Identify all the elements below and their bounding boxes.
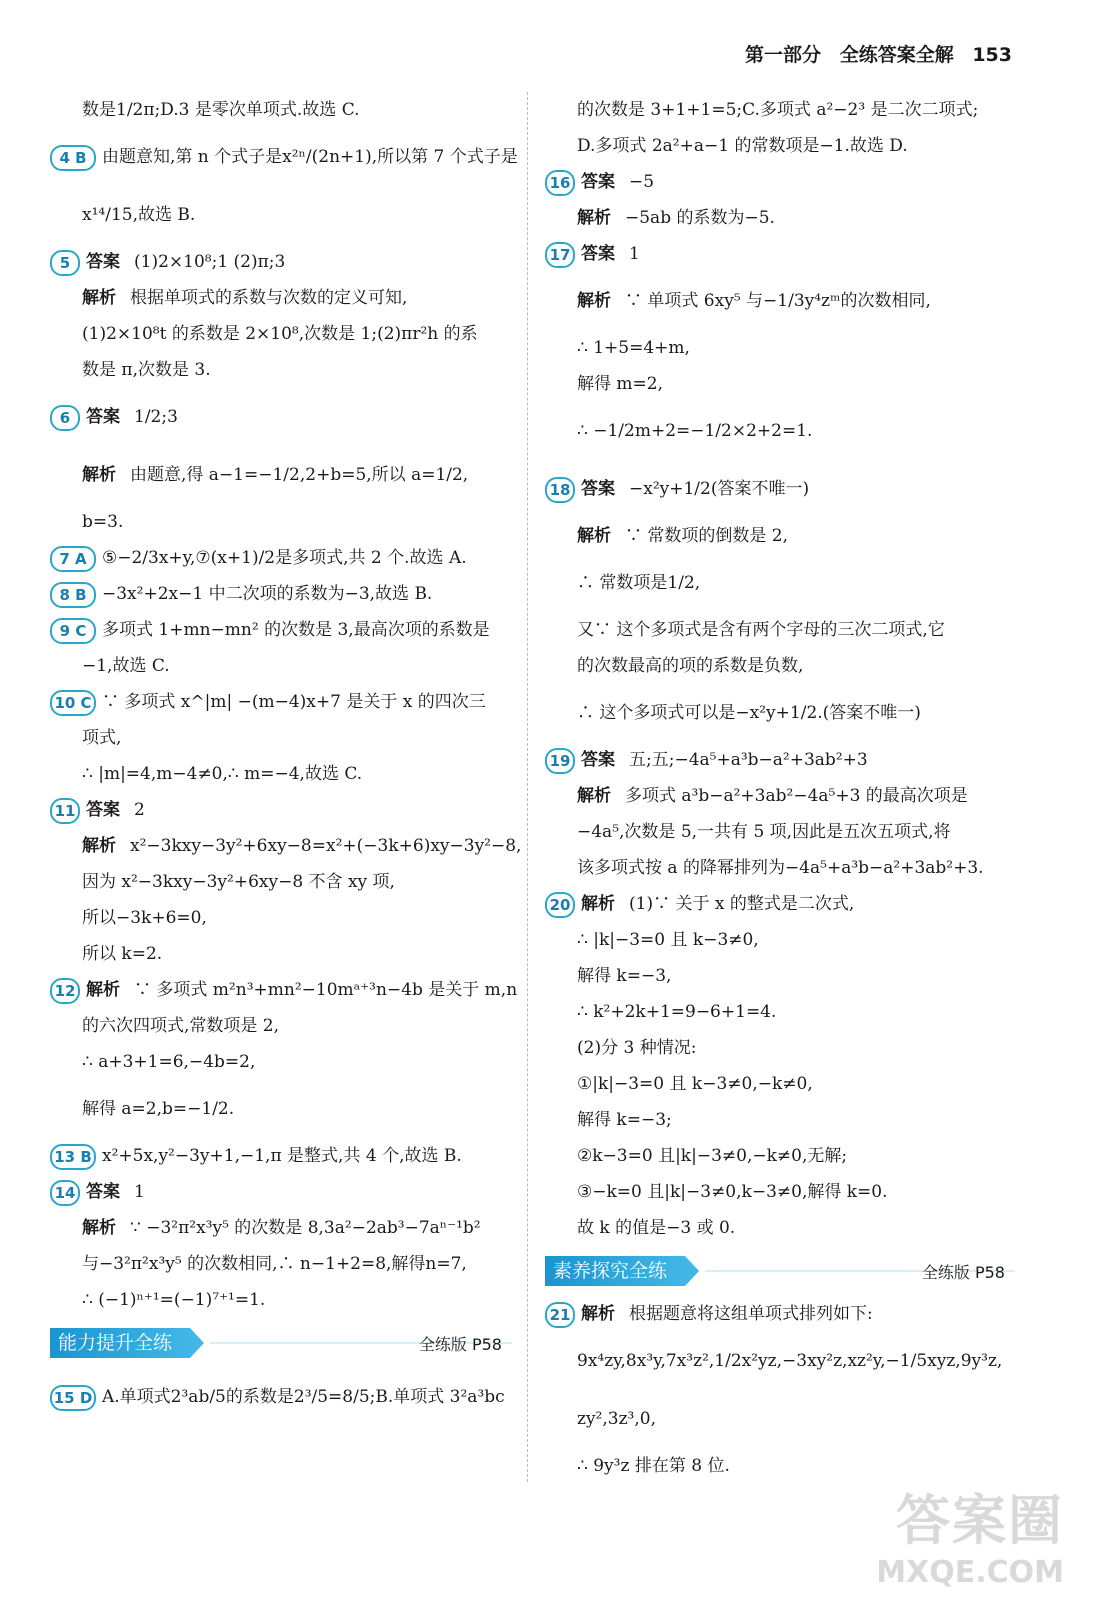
line-text: −5ab 的系数为−5. (625, 208, 775, 228)
question-number-badge: 7 A (50, 546, 96, 572)
line-text: ②k−3=0 且|k|−3≠0,−k≠0,无解; (577, 1146, 848, 1166)
answer-tag: 解析 (82, 465, 116, 485)
text-line (545, 1390, 1015, 1448)
line-text: 多项式 1+mn−mn² 的次数是 3,最高次项的系数是 (102, 620, 490, 640)
text-line (545, 684, 1015, 742)
text-line (50, 1282, 512, 1318)
answer-tag: 解析 (577, 786, 611, 806)
line-text: 数是 π,次数是 3. (82, 360, 211, 380)
line-text: −1,故选 C. (82, 656, 170, 676)
question-number-badge: 11 (50, 798, 80, 824)
line-text: 解得 k=−3, (577, 966, 672, 986)
line-text: 1/2;3 (134, 407, 178, 427)
text-line (50, 900, 512, 936)
watermark-logo: 答案圈 (896, 1489, 1064, 1552)
line-text: ⑤−2/3x+y,⑦(x+1)/2是多项式,共 2 个.故选 A. (102, 548, 467, 568)
text-line (545, 958, 1015, 994)
page-header (733, 40, 1012, 67)
answer-tag: 解析 (82, 1218, 116, 1238)
line-text: ∵ 多项式 x^|m| −(m−4)x+7 是关于 x 的四次三 (102, 692, 486, 712)
text-line (50, 1246, 512, 1282)
text-line (545, 612, 1015, 648)
answer-tag: 解析 (581, 1304, 615, 1324)
line-text: 1 (134, 1182, 145, 1202)
left-lines (50, 92, 522, 1318)
section-literacy (545, 1252, 1015, 1290)
text-line (50, 388, 512, 446)
text-line (545, 272, 1015, 330)
text-line (50, 280, 512, 316)
line-text: ∴ k²+2k+1=9−6+1=4. (577, 1002, 777, 1022)
line-text: D.多项式 2a²+a−1 的常数项是−1.故选 D. (577, 136, 908, 156)
answer-tag: 解析 (577, 208, 611, 228)
question-number-badge: 14 (50, 1180, 80, 1206)
right2-lines (545, 1296, 1015, 1484)
left2-lines (50, 1368, 512, 1426)
question-number-badge: 9 C (50, 618, 96, 644)
line-text: x¹⁴/15,故选 B. (82, 205, 196, 225)
text-line (545, 778, 1015, 814)
text-line (50, 352, 512, 388)
answer-tag: 答案 (581, 244, 615, 264)
question-number-badge: 8 B (50, 582, 96, 608)
question-number-badge: 16 (545, 170, 575, 196)
question-number-badge: 19 (545, 748, 575, 774)
text-line (545, 1210, 1015, 1246)
answer-tag: 答案 (581, 750, 615, 770)
line-text: ∴ 9y³z 排在第 8 位. (577, 1456, 730, 1476)
line-text: ∴ a+3+1=6,−4b=2, (82, 1052, 256, 1072)
question-number-badge: 13 B (50, 1144, 96, 1170)
line-text: 由题意,得 a−1=−1/2,2+b=5,所以 a=1/2, (130, 465, 469, 485)
text-line (545, 92, 1015, 128)
line-text: 1 (629, 244, 640, 264)
line-text: −5 (629, 172, 655, 192)
line-text: 解得 k=−3; (577, 1110, 672, 1130)
text-line (50, 186, 512, 244)
line-text: ∴ −1/2m+2=−1/2×2+2=1. (577, 421, 813, 441)
answer-tag: 答案 (581, 172, 615, 192)
text-line (545, 1174, 1015, 1210)
question-number-badge: 6 (50, 405, 80, 431)
text-line (50, 540, 512, 576)
line-text: (1)2×10⁸t 的系数是 2×10⁸,次数是 1;(2)πr²h 的系 (82, 324, 478, 344)
text-line (50, 1080, 512, 1138)
text-line (50, 1210, 512, 1246)
text-line (50, 612, 512, 648)
answer-tag: 解析 (86, 980, 120, 1000)
question-number-badge: 15 D (50, 1385, 96, 1411)
column-divider (527, 92, 528, 1482)
section-ref: 全练版 P58 (921, 1263, 1005, 1282)
line-text: ∵ 常数项的倒数是 2, (625, 526, 789, 546)
line-text: (1)∵ 关于 x 的整式是二次式, (629, 894, 855, 914)
line-text: ①|k|−3=0 且 k−3≠0,−k≠0, (577, 1074, 813, 1094)
text-line (545, 1296, 1015, 1332)
left-column (50, 92, 522, 1426)
watermark (876, 1478, 1064, 1590)
line-text: b=3. (82, 512, 124, 532)
section-ref: 全练版 P58 (418, 1335, 502, 1354)
question-number-badge: 18 (545, 477, 575, 503)
text-line (545, 236, 1015, 272)
text-line (545, 1066, 1015, 1102)
line-text: 9x⁴zy,8x³y,7x³z²,1/2x²yz,−3xy²z,xz²y,−1/5xyz,9y³z, (577, 1351, 1003, 1371)
text-line (50, 684, 512, 720)
text-line (50, 864, 512, 900)
text-line (50, 1008, 512, 1044)
line-text: 2 (134, 800, 145, 820)
text-line (545, 518, 1015, 554)
question-number-badge: 20 (545, 892, 575, 918)
line-text: 由题意知,第 n 个式子是x²ⁿ/(2n+1),所以第 7 个式子是 (102, 147, 518, 167)
line-text: 因为 x²−3kxy−3y²+6xy−8 不含 xy 项, (82, 872, 395, 892)
text-line (545, 164, 1015, 200)
line-text: 该多项式按 a 的降幂排列为−4a⁵+a³b−a²+3ab²+3. (577, 858, 984, 878)
line-text: 解得 m=2, (577, 374, 663, 394)
line-text: 解得 a=2,b=−1/2. (82, 1099, 235, 1119)
answer-tag: 解析 (577, 526, 611, 546)
line-text: x²+5x,y²−3y+1,−1,π 是整式,共 4 个,故选 B. (102, 1146, 462, 1166)
question-number-badge: 12 (50, 978, 80, 1004)
section-title: 素养探究全练 (545, 1256, 685, 1286)
line-text: ∴ |k|−3=0 且 k−3≠0, (577, 930, 759, 950)
line-text: ∴ 1+5=4+m, (577, 338, 690, 358)
text-line (50, 1368, 512, 1426)
text-line (50, 1138, 512, 1174)
line-text: zy²,3z³,0, (577, 1409, 656, 1429)
text-line (545, 330, 1015, 366)
text-line (50, 1044, 512, 1080)
line-text: 数是1/2π;D.3 是零次单项式.故选 C. (82, 100, 360, 120)
answer-tag: 答案 (581, 479, 615, 499)
answer-tag: 解析 (581, 894, 615, 914)
line-text: ∴ (−1)ⁿ⁺¹=(−1)⁷⁺¹=1. (82, 1290, 266, 1310)
text-line (50, 92, 512, 128)
text-line (545, 814, 1015, 850)
question-number-badge: 17 (545, 242, 575, 268)
line-text: 项式, (82, 728, 122, 748)
page-number: 153 (972, 44, 1012, 66)
answer-tag: 答案 (86, 1182, 120, 1202)
header-title: 全练答案全解 (839, 44, 954, 66)
line-text: A.单项式2³ab/5的系数是2³/5=8/5;B.单项式 3²a³bc (102, 1387, 505, 1407)
text-line (50, 972, 518, 1008)
text-line (50, 828, 522, 864)
text-line (545, 922, 1015, 958)
answer-tag: 解析 (82, 288, 116, 308)
line-text: 多项式 a³b−a²+3ab²−4a⁵+3 的最高次项是 (625, 786, 968, 806)
question-number-badge: 4 B (50, 145, 96, 171)
text-line (50, 316, 512, 352)
text-line (545, 850, 1015, 886)
text-line (545, 366, 1015, 402)
text-line (545, 886, 1015, 922)
text-line (50, 756, 512, 792)
answer-tag: 解析 (577, 291, 611, 311)
line-text: 的次数最高的项的系数是负数, (577, 656, 804, 676)
text-line (545, 1030, 1015, 1066)
text-line (545, 554, 1015, 612)
line-text: ③−k=0 且|k|−3≠0,k−3≠0,解得 k=0. (577, 1182, 888, 1202)
text-line (545, 1138, 1015, 1174)
line-text: ∵ 单项式 6xy⁵ 与−1/3y⁴zᵐ的次数相同, (625, 291, 931, 311)
text-line (50, 936, 512, 972)
right-column (545, 92, 1015, 1484)
line-text: 与−3²π²x³y⁵ 的次数相同,∴ n−1+2=8,解得n=7, (82, 1254, 467, 1274)
line-text: ∴ 常数项是1/2, (577, 573, 701, 593)
text-line (50, 576, 512, 612)
line-text: 五;五;−4a⁵+a³b−a²+3ab²+3 (629, 750, 868, 770)
line-text: ∴ |m|=4,m−4≠0,∴ m=−4,故选 C. (82, 764, 363, 784)
line-text: −4a⁵,次数是 5,一共有 5 项,因此是五次五项式,将 (577, 822, 951, 842)
line-text: −x²y+1/2(答案不唯一) (629, 479, 810, 499)
text-line (50, 720, 512, 756)
text-line (545, 200, 1015, 236)
text-line (545, 994, 1015, 1030)
line-text: −3x²+2x−1 中二次项的系数为−3,故选 B. (102, 584, 433, 604)
answer-tag: 答案 (86, 407, 120, 427)
line-text: 所以 k=2. (82, 944, 163, 964)
text-line (545, 1102, 1015, 1138)
answer-tag: 解析 (82, 836, 116, 856)
text-line (50, 1174, 512, 1210)
section-title: 能力提升全练 (50, 1328, 190, 1358)
text-line (50, 792, 512, 828)
line-text: x²−3kxy−3y²+6xy−8=x²+(−3k+6)xy−3y²−8, (130, 836, 522, 856)
line-text: (2)分 3 种情况: (577, 1038, 697, 1058)
text-line (50, 128, 518, 186)
text-line (545, 402, 1015, 460)
line-text: 的次数是 3+1+1=5;C.多项式 a²−2³ 是二次二项式; (577, 100, 979, 120)
line-text: ∵ −3²π²x³y⁵ 的次数是 8,3a²−2ab³−7aⁿ⁻¹b² (130, 1218, 481, 1238)
question-number-badge: 21 (545, 1302, 575, 1328)
line-text: 又∵ 这个多项式是含有两个字母的三次二项式,它 (577, 620, 945, 640)
text-line (50, 504, 512, 540)
line-text: 的六次四项式,常数项是 2, (82, 1016, 280, 1036)
right-lines (545, 92, 1015, 1246)
line-text: 根据题意将这组单项式排列如下: (629, 1304, 873, 1324)
text-line (545, 128, 1015, 164)
text-line (545, 742, 1015, 778)
line-text: ∵ 多项式 m²n³+mn²−10mᵃ⁺³n−4b 是关于 m,n (134, 980, 518, 1000)
header-part: 第一部分 (745, 44, 822, 66)
line-text: 所以−3k+6=0, (82, 908, 207, 928)
text-line (545, 648, 1015, 684)
line-text: ∴ 这个多项式可以是−x²y+1/2.(答案不唯一) (577, 703, 921, 723)
answer-tag: 答案 (86, 800, 120, 820)
line-text: (1)2×10⁸;1 (2)π;3 (134, 252, 286, 272)
question-number-badge: 10 C (50, 690, 96, 716)
watermark-url: MXQE.COM (876, 1555, 1064, 1590)
line-text: 根据单项式的系数与次数的定义可知, (130, 288, 408, 308)
section-ability (50, 1324, 512, 1362)
text-line (50, 244, 512, 280)
text-line (50, 648, 512, 684)
answer-tag: 答案 (86, 252, 120, 272)
text-line (545, 1332, 1015, 1390)
question-number-badge: 5 (50, 250, 80, 276)
text-line (50, 446, 512, 504)
text-line (545, 460, 1015, 518)
line-text: 故 k 的值是−3 或 0. (577, 1218, 736, 1238)
